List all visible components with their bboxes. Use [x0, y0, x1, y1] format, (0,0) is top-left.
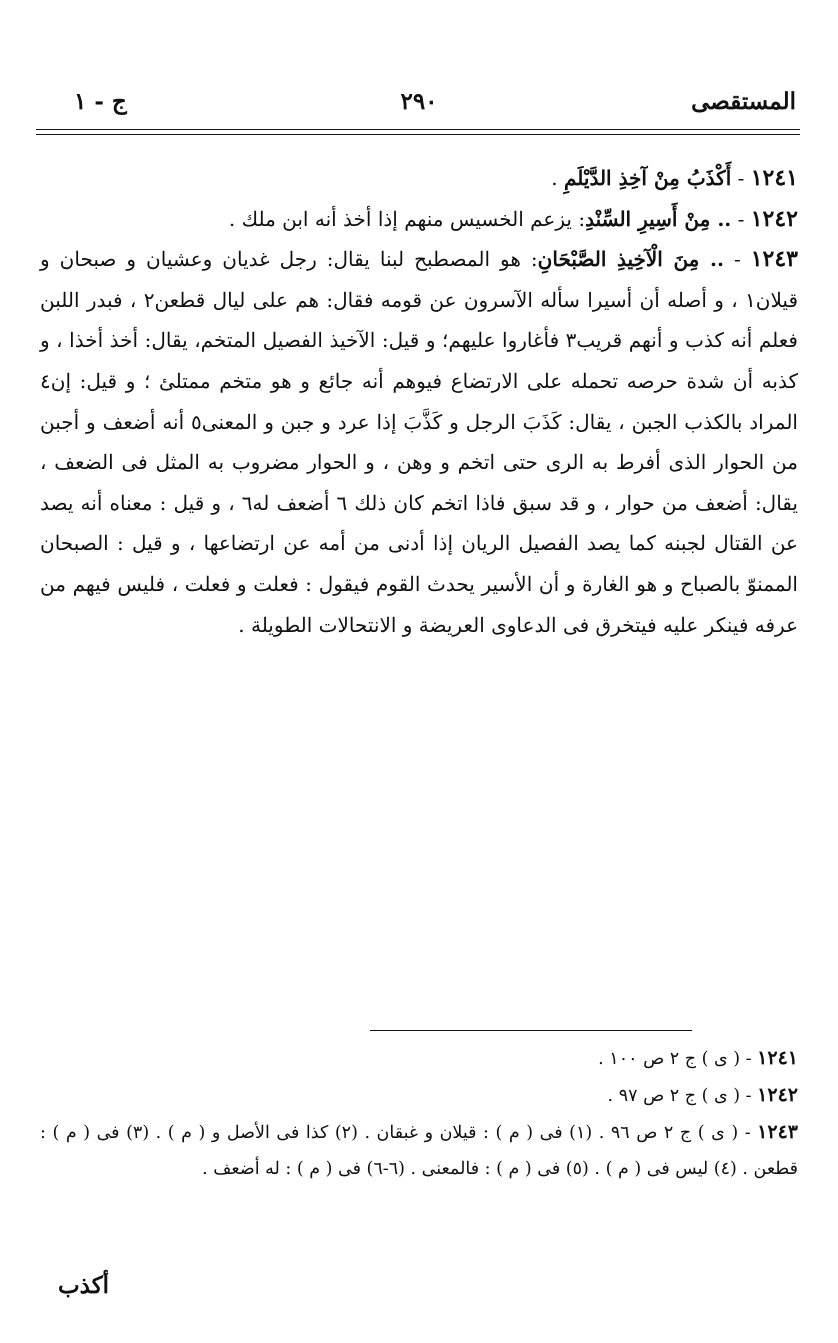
- header-rule-top: [36, 129, 800, 130]
- entry-text: .: [551, 166, 564, 190]
- footnote-number: ١٢٤٢: [757, 1084, 798, 1106]
- footnote-1243: [40, 1114, 798, 1187]
- footnotes: [40, 1040, 798, 1187]
- footnote-number: ١٢٤١: [757, 1047, 798, 1069]
- entry-number: ١٢٤٢: [750, 205, 798, 232]
- entry-heading: .. مِنْ أَسِيرِ السِّنْدِ: [585, 206, 732, 231]
- entry-text: : يزعم الخسيس منهم إذا أخذ أنه ابن ملك .: [228, 206, 586, 231]
- footnote-number: ١٢٤٣: [757, 1121, 798, 1143]
- entry-number: ١٢٤٣: [750, 246, 798, 273]
- page-number: ٢٩٠: [400, 88, 438, 115]
- entry-text: : هو المصطبح لبنا يقال: رجل غديان وعشيان و صبحان و قيلان١ ، و أصله أن أسيرا سأله الآسرون عن قومه فقال: هم على ليال قطعن٢ ، فبدر اللبن فعلم أنه كذب و أنهم قريب٣ فأغاروا عليهم؛ و قيل: الآخيذ الفصيل المتخم، يقال: أخذ أخذا ، و كذبه أن شدة حرصه تحمله على الارتضاع فيوهم أنه جائع و هو متخم ممتلئ ؛ و قيل: إن٤ المراد بالكذب الجبن ، يقال: كَذَبَ الرجل و كَذَّبَ إذا عرد و جبن و المعنى٥ أنه أضعف و أجبن من الحوار الذى أفرط به الرى حتى اتخم و وهن ، و الحوار مضروب به المثل فى الضعف ، يقال: أضعف من حوار ، و قد سبق فاذا اتخم كان ذلك ٦ أضعف له٦ ، و قيل : معناه أنه يصد عن القتال لجبنه كما يصد الفصيل الريان إذا أدنى من أمه عن ارتضاعها ، و قيل : الصبحان الممنوّ بالصباح و هو الغارة و أن الأسير يحدث القوم فيقول : فعلت و فعلت ، فليس فيهم من عرفه فينكر عليه فيتخرق فى الدعاوى العريضة و الانتحالات الطويلة .: [40, 247, 798, 637]
- entry-1241: ١٢٤١ - أَكْذَبُ مِنْ آخِذِ الدَّيْلَمِ .: [551, 165, 798, 191]
- footnote-text: - ( ى ) ج ٢ ص ٩٦ . (١) فى ( م ) : قيلان و غبقان . (٢) كذا فى الأصل و ( م ) . (٣) فى ( م ) : قطعن . (٤) ليس فى ( م ) . (٥) فى ( م ) : فالمعنى . (٦-٦) فى ( م ) : له أضعف .: [40, 1123, 798, 1179]
- entry-heading: أَكْذَبُ مِنْ آخِذِ الدَّيْلَمِ: [563, 166, 732, 190]
- footnote-text: - ( ى ) ج ٢ ص ٩٧ .: [607, 1086, 752, 1106]
- running-header: [38, 84, 800, 124]
- catchword: أكذب: [58, 1272, 110, 1299]
- footnote-text: - ( ى ) ج ٢ ص ١٠٠ .: [598, 1049, 752, 1069]
- footnote-1242: [40, 1077, 798, 1114]
- header-rule-bottom: [36, 134, 800, 135]
- entry-1243: ١٢٤٣ - .. مِنَ الْآخِيذِ الصَّبْحَانِ: هو المصطبح لبنا يقال: رجل غديان وعشيان و صبحان و قيلان١ ، و أصله أن أسيرا سأله الآسرون عن قومه فقال: هم على ليال قطعن٢ ، فبدر اللبن فعلم أنه كذب و أنهم قريب٣ فأغاروا عليهم؛ و قيل: الآخيذ الفصيل المتخم، يقال: أخذ أخذا ، و كذبه أن شدة حرصه تحمله على الارتضاع فيوهم أنه جائع و هو متخم ممتلئ ؛ و قيل: إن٤ المراد بالكذب الجبن ، يقال: كَذَبَ الرجل و كَذَّبَ إذا عرد و جبن و المعنى٥ أنه أضعف و أجبن من الحوار الذى أفرط به الرى حتى اتخم و وهن ، و الحوار مضروب به المثل فى الضعف ، يقال: أضعف من حوار ، و قد سبق فاذا اتخم كان ذلك ٦ أضعف له٦ ، و قيل : معناه أنه يصد عن القتال لجبنه كما يصد الفصيل الريان إذا أدنى من أمه عن ارتضاعها ، و قيل : الصبحان الممنوّ بالصباح و هو الغارة و أن الأسير يحدث القوم فيقول : فعلت و فعلت ، فليس فيهم من عرفه فينكر عليه فيتخرق فى الدعاوى العريضة و الانتحالات الطويلة .: [40, 246, 798, 637]
- book-title: المستقصى: [691, 88, 796, 115]
- entry-heading: .. مِنَ الْآخِيذِ الصَّبْحَانِ: [537, 247, 724, 272]
- volume-label: ج - ١: [74, 88, 127, 115]
- footnote-rule: [370, 1030, 692, 1031]
- footnote-1241: [40, 1040, 798, 1077]
- main-text: [40, 158, 798, 645]
- entry-1242: ١٢٤٢ - .. مِنْ أَسِيرِ السِّنْدِ: يزعم الخسيس منهم إذا أخذ أنه ابن ملك .: [228, 205, 798, 232]
- entry-number: ١٢٤١: [750, 165, 798, 191]
